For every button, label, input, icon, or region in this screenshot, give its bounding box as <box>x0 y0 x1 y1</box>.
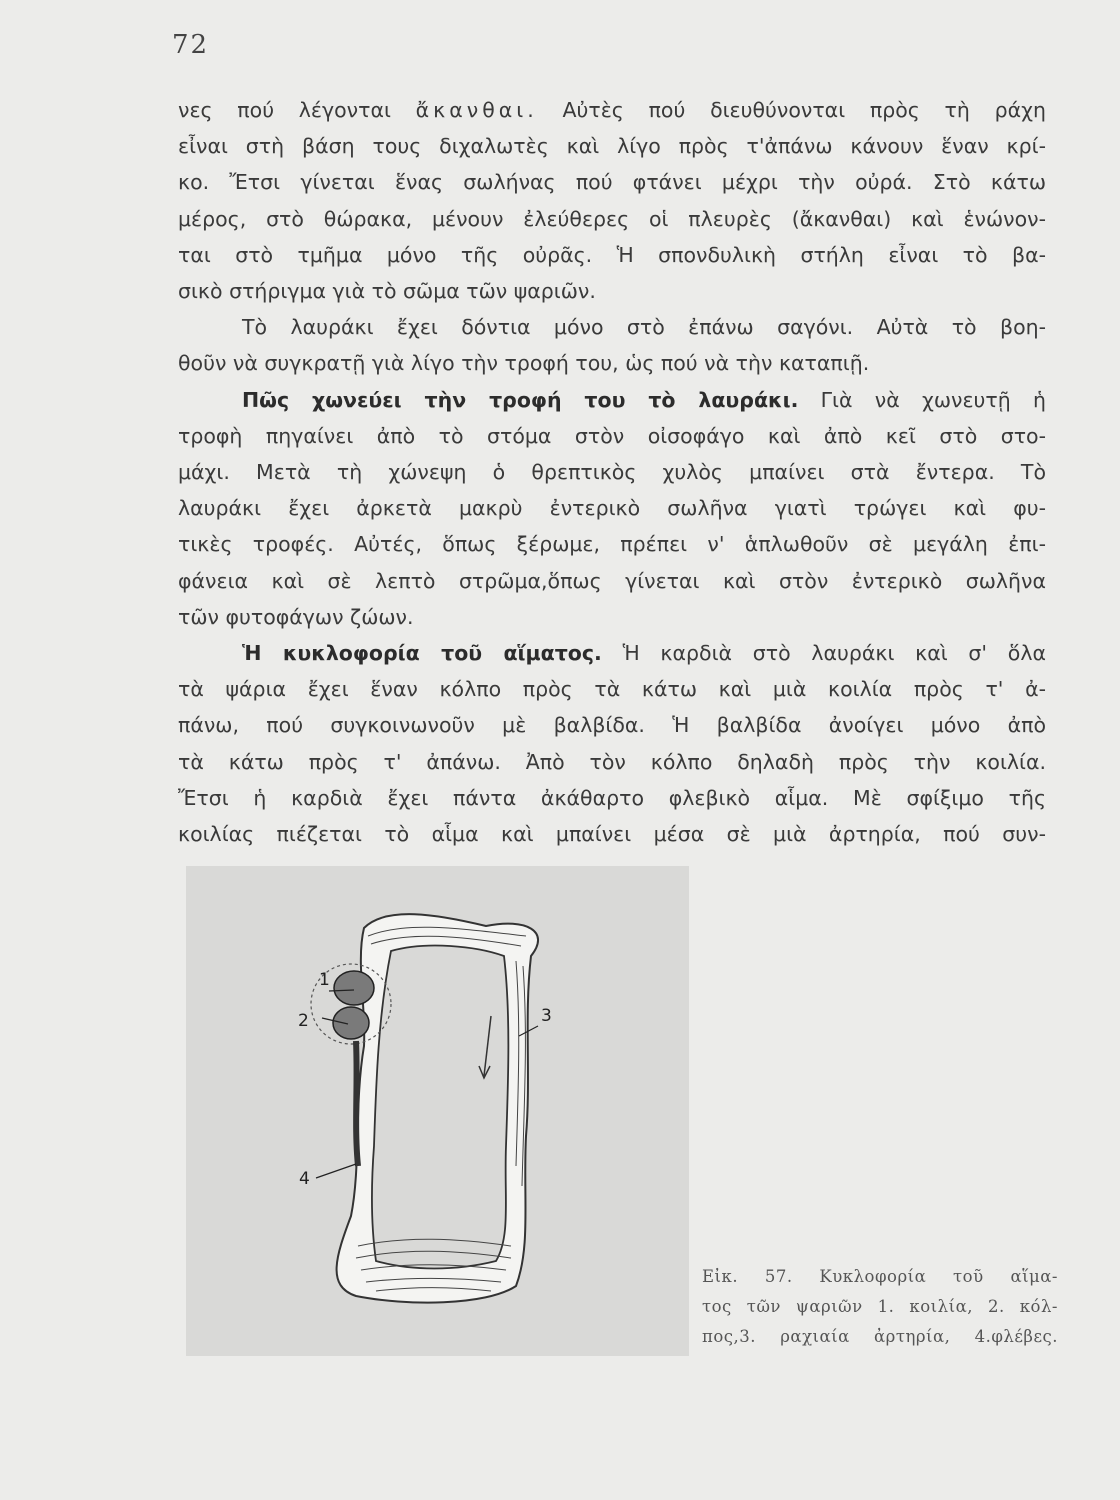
text-line: πάνω, πού συγκοινωνοῦν μὲ βαλβίδα. Ἡ βαλβίδα ἀνοίγει μόνο ἀπὸ <box>178 713 1046 738</box>
text-line: κοιλίας πιέζεται τὸ αἷμα καὶ μπαίνει μέσα σὲ μιὰ ἀρτηρία, πού συν- <box>178 822 1046 847</box>
text-line: εἶναι στὴ βάση τους διχαλωτὲς καὶ λίγο πρὸς τ'ἀπάνω κάνουν ἕναν κρί- <box>178 134 1046 159</box>
caption-line: πος,3. ραχιαία ἀρτηρία, 4.φλέβες. <box>702 1327 1058 1346</box>
figure-caption <box>702 1262 1058 1352</box>
term-akanthai: ἄκανθαι. <box>415 98 538 122</box>
text-line: νες πού λέγονται ἄκανθαι. Αὐτὲς πού διευθύνονται πρὸς τὴ ράχη <box>178 98 1046 122</box>
body-text <box>178 92 1046 852</box>
text-line: ται στὸ τμῆμα μόνο τῆς οὐρᾶς. Ἡ σπονδυλικὴ στήλη εἶναι τὸ βα- <box>178 242 1046 267</box>
text-line: μέρος, στὸ θώρακα, μένουν ἐλεύθερες οἱ πλευρὲς (ἄκανθαι) καὶ ἑνώνον- <box>178 206 1046 231</box>
section-heading-digestion: Πῶς χωνεύει τὴν τροφή του τὸ λαυράκι. <box>242 387 799 412</box>
label-2: 2 <box>298 1011 309 1031</box>
text-line: κο. Ἔτσι γίνεται ἕνας σωλήνας πού φτάνει μέχρι τὴν οὐρά. Στὸ κάτω <box>178 170 1046 195</box>
label-3: 3 <box>541 1006 552 1026</box>
label-1: 1 <box>319 970 330 990</box>
label-4: 4 <box>299 1169 310 1189</box>
text-line: τὰ ψάρια ἔχει ἕναν κόλπο πρὸς τὰ κάτω καὶ μιὰ κοιλία πρὸς τ' ἀ- <box>178 677 1046 702</box>
text-line: μάχι. Μετὰ τὴ χώνεψη ὁ θρεπτικὸς χυλὸς μπαίνει στὰ ἔντερα. Τὸ <box>178 460 1046 485</box>
circulation-diagram <box>186 866 689 1356</box>
text-line: Πῶς χωνεύει τὴν τροφή του τὸ λαυράκι. Γιὰ νὰ χωνευτῇ ἡ <box>242 387 1046 412</box>
section-heading-circulation: Ἡ κυκλοφορία τοῦ αἵματος. <box>242 641 602 666</box>
text-line: τῶν φυτοφάγων ζώων. <box>178 604 414 629</box>
text-line: θοῦν νὰ συγκρατῇ γιὰ λίγο τὴν τροφή του, ὡς πού νὰ τὴν καταπιῇ. <box>178 351 870 376</box>
text-line: Ἔτσι ἡ καρδιὰ ἔχει πάντα ἀκάθαρτο φλεβικὸ αἷμα. Μὲ σφίξιμο τῆς <box>178 785 1046 810</box>
vein <box>356 1041 358 1166</box>
page-number: 72 <box>172 30 210 60</box>
text-line: Τὸ λαυράκι ἔχει δόντια μόνο στὸ ἐπάνω σαγόνι. Αὐτὰ τὸ βοη- <box>242 315 1046 340</box>
text-line: Ἡ κυκλοφορία τοῦ αἵματος. Ἡ καρδιὰ στὸ λαυράκι καὶ σ' ὅλα <box>242 641 1046 666</box>
leader-line-4 <box>316 1164 356 1178</box>
text-line: λαυράκι ἔχει ἀρκετὰ μακρὺ ἐντερικὸ σωλῆνα γιατὶ τρώγει καὶ φυ- <box>178 496 1046 521</box>
caption-line: τος τῶν ψαριῶν 1. κοιλία, 2. κόλ- <box>702 1297 1058 1316</box>
text-line: σικὸ στήριγμα γιὰ τὸ σῶμα τῶν ψαριῶν. <box>178 279 596 304</box>
text-line: φάνεια καὶ σὲ λεπτὸ στρῶμα,ὅπως γίνεται καὶ στὸν ἐντερικὸ σωλῆνα <box>178 568 1046 593</box>
text-line: τροφὴ πηγαίνει ἀπὸ τὸ στόμα στὸν οἰσοφάγο καὶ ἀπὸ κεῖ στὸ στο- <box>178 423 1046 448</box>
ventricle <box>334 971 374 1005</box>
caption-line: Εἰκ. 57. Κυκλοφορία τοῦ αἵμα- <box>702 1267 1058 1286</box>
text-line: τικὲς τροφές. Αὐτές, ὅπως ξέρωμε, πρέπει ν' ἁπλωθοῦν σὲ μεγάλη ἐπι- <box>178 532 1046 557</box>
text-line: τὰ κάτω πρὸς τ' ἀπάνω. Ἀπὸ τὸν κόλπο δηλαδὴ πρὸς τὴν κοιλία. <box>178 749 1046 774</box>
atrium <box>333 1007 369 1039</box>
circulation-figure <box>186 866 689 1356</box>
circulation-loop-inner <box>372 946 508 1269</box>
